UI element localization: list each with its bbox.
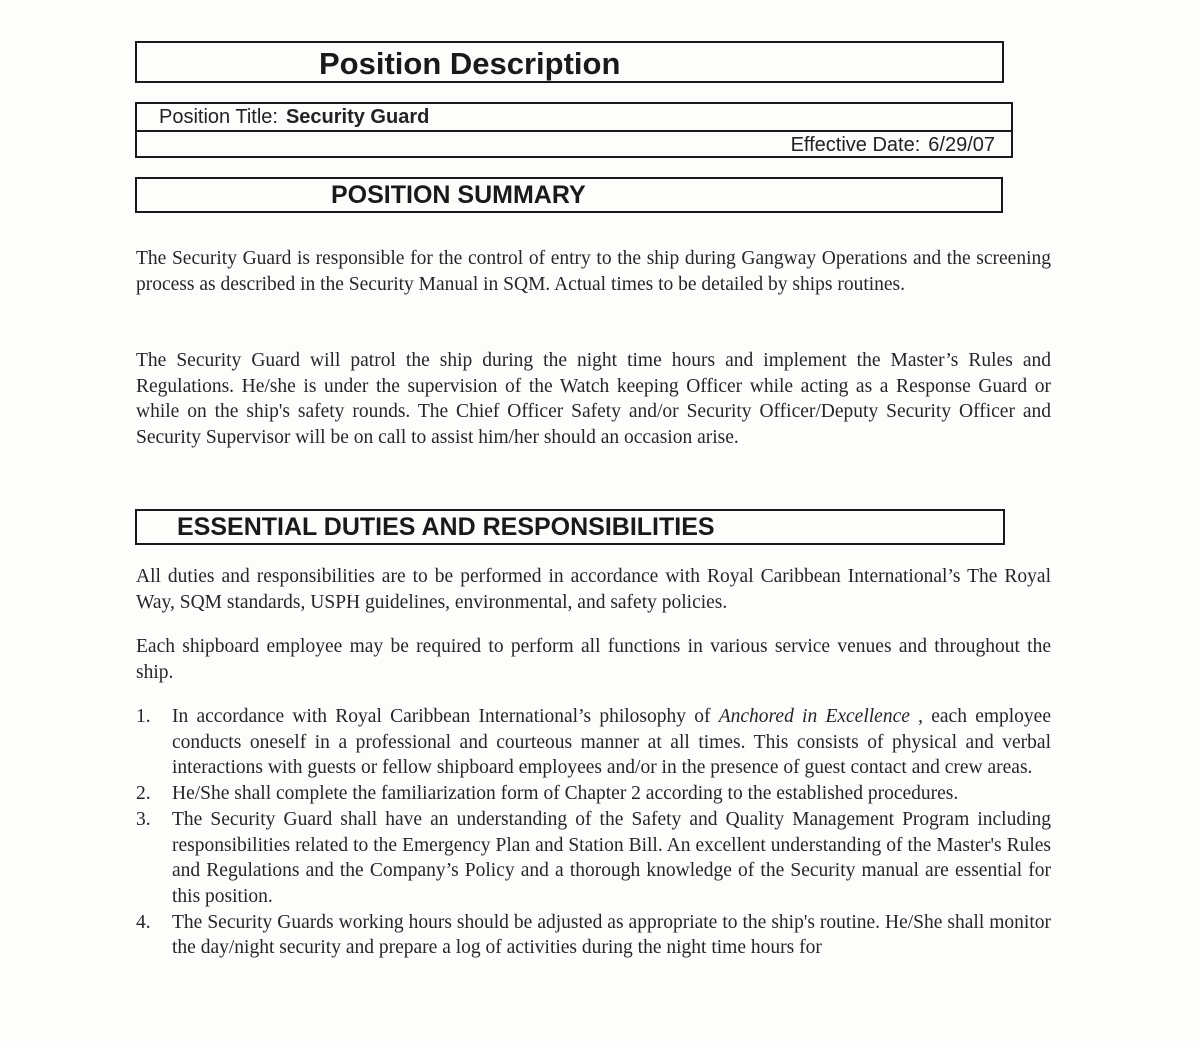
duties-list xyxy=(136,704,1051,961)
list-item-number: 2. xyxy=(136,783,151,805)
summary-paragraph-1: The Security Guard is responsible for the control of entry to the ship during Gangway Operations and the screening process as described in the Security Manual in SQM. Actual times to be detailed by ships routines. xyxy=(136,248,1051,295)
list-item-number: 4. xyxy=(136,911,151,933)
list-item-emphasis: Anchored in Excellence xyxy=(718,706,910,727)
duties-intro-paragraph-2: Each shipboard employee may be required to perform all functions in various service venues and throughout the ship. xyxy=(136,636,1051,683)
effective-date-value: 6/29/07 xyxy=(928,134,995,156)
list-item xyxy=(136,704,1051,781)
position-title-row xyxy=(159,106,429,129)
list-item-number: 1. xyxy=(136,706,151,727)
position-title-box xyxy=(135,102,1013,158)
list-item-text: He/She shall complete the familiarization form of Chapter 2 according to the established procedures. xyxy=(172,783,959,805)
list-item-text-after: , each employee conducts oneself in a professional and courteous manner at all times. This consists of physical and verbal interactions with guests or fellow shipboard employees and/or in the presence of guest contact and crew areas. xyxy=(172,706,1051,779)
position-summary-header xyxy=(135,177,1003,213)
effective-date-label: Effective Date: xyxy=(790,134,921,156)
list-item xyxy=(136,781,1051,807)
list-item xyxy=(136,807,1051,910)
position-summary-heading: POSITION SUMMARY xyxy=(331,181,586,209)
duties-intro-paragraph-1: All duties and responsibilities are to be performed in accordance with Royal Caribbean International’s The Royal Way, SQM standards, USPH guidelines, environmental, and safety policies. xyxy=(136,566,1051,613)
essential-duties-heading: ESSENTIAL DUTIES AND RESPONSIBILITIES xyxy=(177,513,715,541)
summary-paragraph-2: The Security Guard will patrol the ship during the night time hours and implement the Master’s Rules and Regulations. He/she is under the supervision of the Watch keeping Officer while acting as a Response Guard or while on the ship's safety rounds. The Chief Officer Safety and/or Security Officer/Deputy Security Officer and Security Supervisor will be on call to assist him/her should an occasion arise. xyxy=(136,350,1051,449)
title-box xyxy=(135,41,1004,83)
position-title-value: Security Guard xyxy=(285,106,430,128)
list-item-text: The Security Guard shall have an understanding of the Safety and Quality Management Program including responsibilities related to the Emergency Plan and Station Bill. An excellent understanding of the Master's Rules and Regulations and the Company’s Policy and a thorough knowledge of the Security manual are essential for this position. xyxy=(172,808,1051,907)
list-item-number: 3. xyxy=(136,808,151,830)
effective-date-row xyxy=(791,134,995,157)
essential-duties-header xyxy=(135,509,1005,545)
box-divider xyxy=(137,130,1011,132)
list-item-text: The Security Guards working hours should be adjusted as appropriate to the ship's routine. He/She shall monitor the day/night security and prepare a log of activities during the night time hours for xyxy=(172,911,1051,959)
list-item-text-before: In accordance with Royal Caribbean International’s philosophy of xyxy=(172,706,719,727)
document-title: Position Description xyxy=(319,46,621,81)
position-title-label: Position Title: xyxy=(159,106,278,128)
list-item xyxy=(136,910,1051,961)
